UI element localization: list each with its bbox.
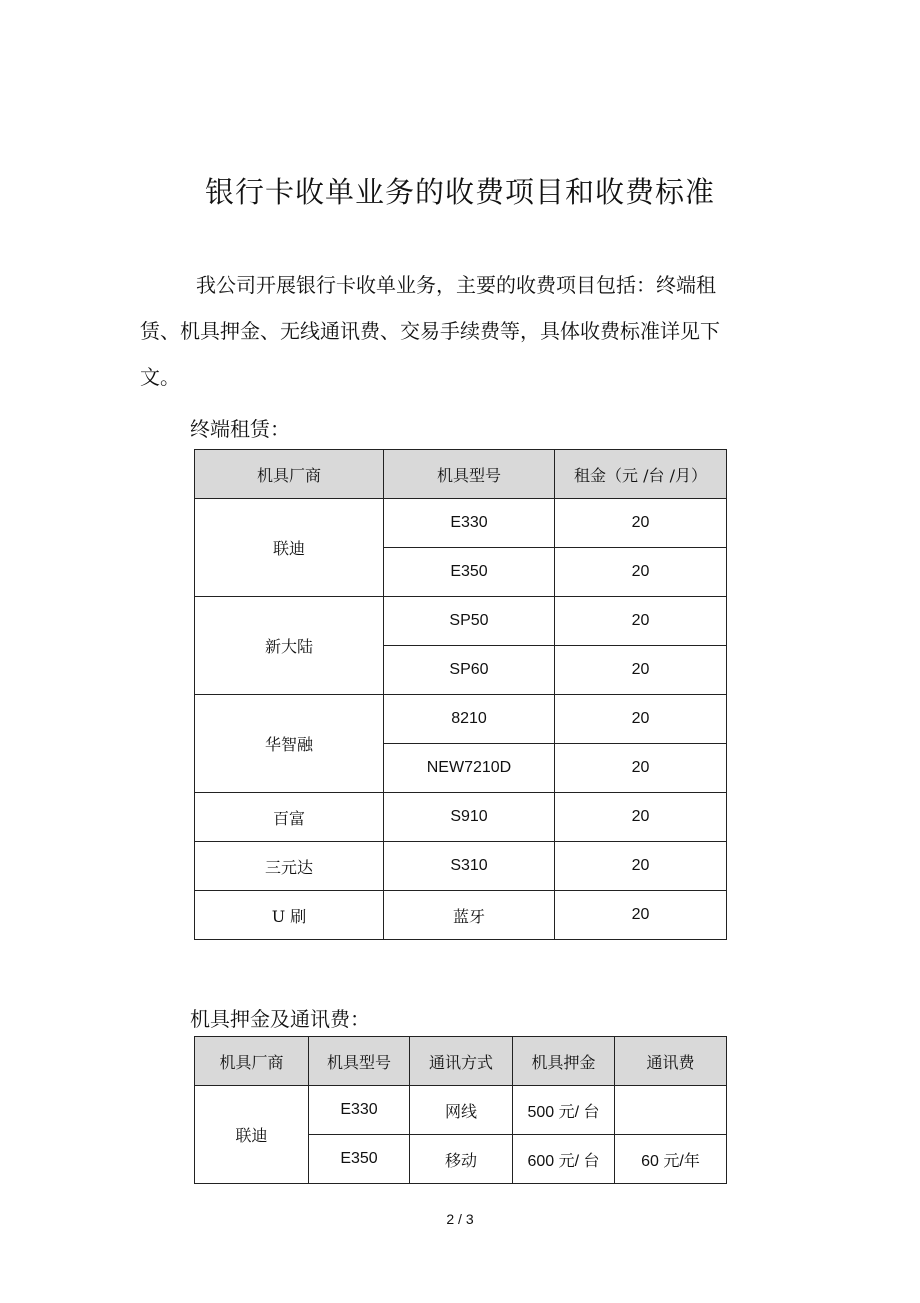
rental-model-cell: S910 — [384, 793, 555, 842]
rental-rent-cell: 20 — [555, 597, 727, 646]
deposit-header-deposit: 机具押金 — [513, 1037, 615, 1086]
deposit-header-comm: 通讯方式 — [410, 1037, 513, 1086]
deposit-comm-cell: 网线 — [410, 1086, 513, 1135]
rental-model-cell: E330 — [384, 499, 555, 548]
rental-section-label: 终端租赁： — [190, 417, 290, 441]
table-row — [195, 891, 727, 940]
rental-rent-cell: 20 — [555, 548, 727, 597]
deposit-comm-cell: 移动 — [410, 1135, 513, 1184]
rental-rent-cell: 20 — [555, 891, 727, 940]
rental-vendor-cell: 新大陆 — [195, 597, 384, 695]
deposit-header-vendor: 机具厂商 — [195, 1037, 309, 1086]
deposit-amount-cell: 600 元/ 台 — [513, 1135, 615, 1184]
rental-rent-cell: 20 — [555, 744, 727, 793]
rental-model-cell: S310 — [384, 842, 555, 891]
deposit-table — [194, 1036, 727, 1184]
rental-rent-cell: 20 — [555, 842, 727, 891]
deposit-amount-cell: 500 元/ 台 — [513, 1086, 615, 1135]
rental-vendor-cell: 百富 — [195, 793, 384, 842]
deposit-model-cell: E350 — [309, 1135, 410, 1184]
rental-header-vendor: 机具厂商 — [195, 450, 384, 499]
rental-model-cell: SP50 — [384, 597, 555, 646]
table-row — [195, 842, 727, 891]
deposit-header-fee: 通讯费 — [615, 1037, 727, 1086]
rental-table — [194, 449, 727, 940]
rental-vendor-cell: 联迪 — [195, 499, 384, 597]
deposit-section-label: 机具押金及通讯费： — [190, 1007, 370, 1031]
table-row — [195, 597, 727, 646]
deposit-fee-cell — [615, 1086, 727, 1135]
rental-header-rent: 租金（元 /台 /月） — [555, 450, 727, 499]
rental-rent-cell: 20 — [555, 646, 727, 695]
rental-rent-cell: 20 — [555, 793, 727, 842]
rental-rent-cell: 20 — [555, 695, 727, 744]
rental-model-cell: 8210 — [384, 695, 555, 744]
rental-vendor-cell: 三元达 — [195, 842, 384, 891]
rental-header-model: 机具型号 — [384, 450, 555, 499]
rental-table-body — [195, 499, 727, 940]
rental-model-cell: 蓝牙 — [384, 891, 555, 940]
page-number: 2 / 3 — [446, 1211, 474, 1227]
rental-rent-cell: 20 — [555, 499, 727, 548]
rental-model-cell: NEW7210D — [384, 744, 555, 793]
rental-vendor-cell: U 刷 — [195, 891, 384, 940]
deposit-model-cell: E330 — [309, 1086, 410, 1135]
intro-paragraph — [140, 262, 730, 400]
intro-text: 我公司开展银行卡收单业务，主要的收费项目包括：终端租赁、机具押金、无线通讯费、交易手续费等，具体收费标准详见下文。 — [140, 273, 720, 389]
table-row — [195, 793, 727, 842]
rental-vendor-cell: 华智融 — [195, 695, 384, 793]
table-row — [195, 695, 727, 744]
deposit-header-row — [195, 1037, 727, 1086]
table-row — [195, 499, 727, 548]
page-title: 银行卡收单业务的收费项目和收费标准 — [204, 175, 715, 209]
rental-model-cell: SP60 — [384, 646, 555, 695]
rental-header-row — [195, 450, 727, 499]
deposit-header-model: 机具型号 — [309, 1037, 410, 1086]
deposit-fee-cell: 60 元/年 — [615, 1135, 727, 1184]
table-row — [195, 1086, 727, 1135]
rental-model-cell: E350 — [384, 548, 555, 597]
deposit-vendor-cell: 联迪 — [195, 1086, 309, 1184]
